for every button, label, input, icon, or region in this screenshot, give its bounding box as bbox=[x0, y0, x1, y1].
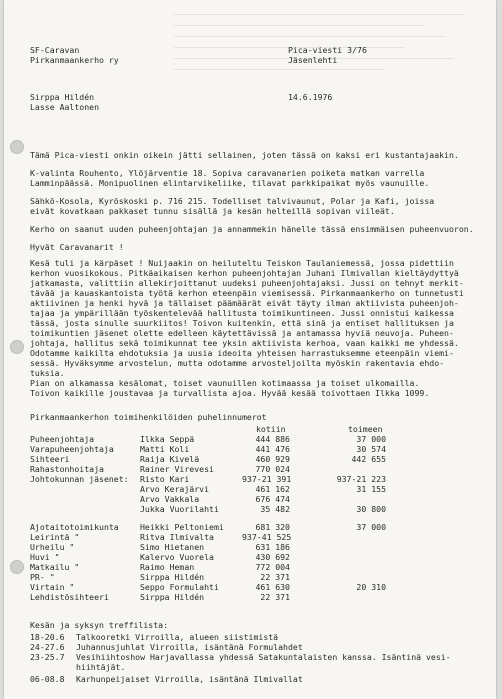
table-row bbox=[4, 542, 494, 552]
phone-home: 430 692 bbox=[255, 552, 290, 562]
table-row bbox=[4, 572, 494, 582]
issue-date: 14.6.1976 bbox=[288, 92, 333, 102]
event-item bbox=[4, 652, 494, 662]
official-role: Huvi " bbox=[30, 552, 60, 562]
official-name: Seppo Formulahti bbox=[140, 582, 219, 592]
official-role: PR- " bbox=[30, 572, 55, 582]
letter-line: toimikuntien jäsenet olette edelleen käytettävissä ja antamassa hyviä neuvoja. Puheen- bbox=[30, 328, 454, 338]
official-role: Matkailu " bbox=[30, 562, 80, 572]
letter-line: Odotamme kaikilta ehdotuksia ja uusia ideoita yhteisen harrastuksemme eteenpäin viemi- bbox=[30, 348, 454, 358]
event-item bbox=[4, 674, 494, 684]
official-name: Arvo Kerajärvi bbox=[140, 484, 210, 494]
officials-title: Pirkanmaankerhon toimihenkilöiden puhelinnumerot bbox=[30, 412, 267, 422]
punch-hole bbox=[10, 340, 24, 354]
phone-work: 20 310 bbox=[356, 582, 386, 592]
event-text: Vesihiihtoshow Harjavallassa yhdessä Satakuntalaisten kanssa. Isäntinä vesi- bbox=[76, 652, 451, 662]
event-date: 24-27.6 bbox=[30, 642, 65, 652]
table-row bbox=[4, 484, 494, 494]
table-row bbox=[4, 562, 494, 572]
phone-work: 37 000 bbox=[356, 434, 386, 444]
table-row bbox=[4, 464, 494, 474]
phone-home: 22 371 bbox=[260, 572, 290, 582]
table-row bbox=[4, 494, 494, 504]
paragraph-line: Sähkö-Kosola, Kyröskoski p. 716 215. Todelliset talvivaunut, Polar ja Kafi, joissa bbox=[30, 196, 435, 206]
letter-line: jatkamasta, valittiin allekirjoittanut uudeksi puheenjohtajaksi. Jussi on tehnyt merkit- bbox=[30, 278, 464, 288]
phone-work: 30 574 bbox=[356, 444, 386, 454]
official-role: Urheilu " bbox=[30, 542, 75, 552]
paragraph-line: Tämä Pica-viesti onkin oikein jätti sellainen, joten tässä on kaksi eri kustantajaakin. bbox=[30, 150, 459, 160]
phone-work: 442 655 bbox=[351, 454, 386, 464]
official-role: Rahastonhoitaja bbox=[30, 464, 104, 474]
official-role: Johtokunnan jäsenet: bbox=[30, 474, 129, 484]
paragraph-line: K-valinta Rouhento, Ylöjärventie 18. Sopiva caravanarien poiketa matkan varrella bbox=[30, 168, 425, 178]
event-text: hiihtäjät. bbox=[76, 662, 126, 672]
event-text: Talkooretki Virroilla, alueen siistimistä bbox=[76, 632, 279, 642]
letter-line: tävää ja kauaskantoista työtä kerhon eteenpäin viemisessä. Pirkanmaankerho on tunnetusti bbox=[30, 288, 464, 298]
official-name: Arvo Vakkala bbox=[140, 494, 200, 504]
event-item bbox=[4, 632, 494, 642]
phone-home: 461 630 bbox=[255, 582, 290, 592]
event-date: 18-20.6 bbox=[30, 632, 65, 642]
official-name: Risto Kari bbox=[140, 474, 190, 484]
official-name: Jukka Vuorilahti bbox=[140, 504, 219, 514]
letter-line: kerhon vuosikokous. Pitkäaikaisen kerhon puheenjohtajan Juhani Ilmivallan kieltäydyttyä bbox=[30, 268, 459, 278]
letter-line: Toivon kaikille joustavaa ja turvallista ajoa. Hyvää kesää toivottaen Ilkka 1099. bbox=[30, 388, 430, 398]
phone-work: 31 155 bbox=[356, 484, 386, 494]
letter-line: johtaja, hallitus sekä toimikunnat tee yksin aktiivista kerhoa, vaan kaikki me yhdessä. bbox=[30, 338, 459, 348]
column-header-work: toimeen bbox=[348, 424, 383, 434]
phone-home: 631 186 bbox=[255, 542, 290, 552]
official-name: Ilkka Seppä bbox=[140, 434, 195, 444]
table-row bbox=[4, 532, 494, 542]
letter-line: tässä, josta sinulle suurkiitos! Toivon kuitenkin, että sinä ja entiset hallituksen ja bbox=[30, 318, 454, 328]
official-role: Lehdistösihteeri bbox=[30, 592, 109, 602]
letter-line: tuksia. bbox=[30, 368, 65, 378]
phone-work: 30 800 bbox=[356, 504, 386, 514]
phone-home: 937-21 391 bbox=[242, 474, 292, 484]
event-item bbox=[4, 642, 494, 652]
letter-line: Kesä tuli ja kärpäset ! Nuijaakin on heiluteltu Teiskon Taulaniemessä, jossa pidettiin bbox=[30, 258, 454, 268]
events-title: Kesän ja syksyn treffilista: bbox=[30, 620, 169, 630]
phone-home: 461 162 bbox=[255, 484, 290, 494]
official-name: Simo Hietanen bbox=[140, 542, 205, 552]
paragraph-line: Kerho on saanut uuden puheenjohtajan ja annammekin hänelle tässä ensimmäisen puheenvuoron. bbox=[30, 224, 474, 234]
table-row bbox=[4, 504, 494, 514]
official-role: Virtain " bbox=[30, 582, 75, 592]
table-row bbox=[4, 582, 494, 592]
org-subname: Pirkanmaankerho ry bbox=[30, 55, 119, 65]
event-date: 23-25.7 bbox=[30, 652, 65, 662]
table-row bbox=[4, 444, 494, 454]
letter-line: Pian on alkamassa kesälomat, toiset vaunuillen kotimaassa ja toiset ulkomailla. bbox=[30, 378, 420, 388]
table-row bbox=[4, 552, 494, 562]
table-row bbox=[4, 592, 494, 602]
official-role: Leirintä " bbox=[30, 532, 80, 542]
column-header-home: kotiin bbox=[256, 424, 286, 434]
letter-line: aktiivinen ja henki hyvä ja tällaiset päämäärät eivät täyty ilman aktiivista puheenjoh- bbox=[30, 298, 459, 308]
event-item bbox=[4, 662, 494, 672]
phone-work: 937-21 223 bbox=[336, 474, 386, 484]
phone-home: 22 371 bbox=[260, 592, 290, 602]
paragraph-line: Lamminpäässä. Monipuolinen elintarvikeliike, tilavat parkkipaikat myös vaunuille. bbox=[30, 178, 430, 188]
official-role: Varapuheenjohtaja bbox=[30, 444, 114, 454]
phone-home: 441 476 bbox=[255, 444, 290, 454]
letter-salutation: Hyvät Caravanarit ! bbox=[30, 242, 124, 252]
phone-home: 444 886 bbox=[255, 434, 290, 444]
official-name: Ritva Ilmivalta bbox=[140, 532, 214, 542]
table-row bbox=[4, 474, 494, 484]
phone-home: 770 024 bbox=[255, 464, 290, 474]
phone-home: 35 482 bbox=[260, 504, 290, 514]
table-row bbox=[4, 434, 494, 444]
official-name: Heikki Peltoniemi bbox=[140, 522, 224, 532]
event-text: Juhannusjuhlat Virroilla, isäntänä Formulahdet bbox=[76, 642, 303, 652]
bleed-through-texture bbox=[174, 8, 494, 128]
phone-work: 37 000 bbox=[356, 522, 386, 532]
phone-home: 772 004 bbox=[255, 562, 290, 572]
phone-home: 460 929 bbox=[255, 454, 290, 464]
official-role: Sihteeri bbox=[30, 454, 70, 464]
official-name: Raimo Heman bbox=[140, 562, 195, 572]
table-row bbox=[4, 454, 494, 464]
official-role: Puheenjohtaja bbox=[30, 434, 95, 444]
official-role: Ajotaitotoimikunta bbox=[30, 522, 119, 532]
author-name: Sirppa Hildén bbox=[30, 92, 95, 102]
official-name: Kalervo Vuorela bbox=[140, 552, 214, 562]
newsletter-number: Pica-viesti 3/76 bbox=[288, 45, 367, 55]
org-name: SF-Caravan bbox=[30, 45, 80, 55]
phone-home: 681 320 bbox=[255, 522, 290, 532]
document-page bbox=[4, 0, 496, 699]
official-name: Rainer Virevesi bbox=[140, 464, 214, 474]
official-name: Matti Koli bbox=[140, 444, 190, 454]
punch-hole bbox=[10, 140, 24, 154]
event-text: Karhunpeijaiset Virroilla, isäntänä Ilmivallat bbox=[76, 674, 303, 684]
phone-home: 937-41 525 bbox=[242, 532, 292, 542]
paragraph-line: eivät kovatkaan pakkaset tunnu sisällä ja kesän helteillä sopivan viileät. bbox=[30, 206, 395, 216]
letter-line: tajaa ja ympärillään työskentelevää hallitusta toimikuntineen. Jussi onnistui kaikessa bbox=[30, 308, 454, 318]
phone-home: 676 474 bbox=[255, 494, 290, 504]
author-name: Lasse Aaltonen bbox=[30, 102, 100, 112]
table-row bbox=[4, 522, 494, 532]
newsletter-type: Jäsenlehti bbox=[288, 55, 338, 65]
letter-line: sessä. Hyväksymme arvostelun, mutta odotamme arvosteljoilta myöskin rakentavia ehdo- bbox=[30, 358, 445, 368]
official-name: Raija Kivelä bbox=[140, 454, 200, 464]
event-date: 06-08.8 bbox=[30, 674, 65, 684]
official-name: Sirppa Hildén bbox=[140, 592, 205, 602]
official-name: Sirppa Hildén bbox=[140, 572, 205, 582]
